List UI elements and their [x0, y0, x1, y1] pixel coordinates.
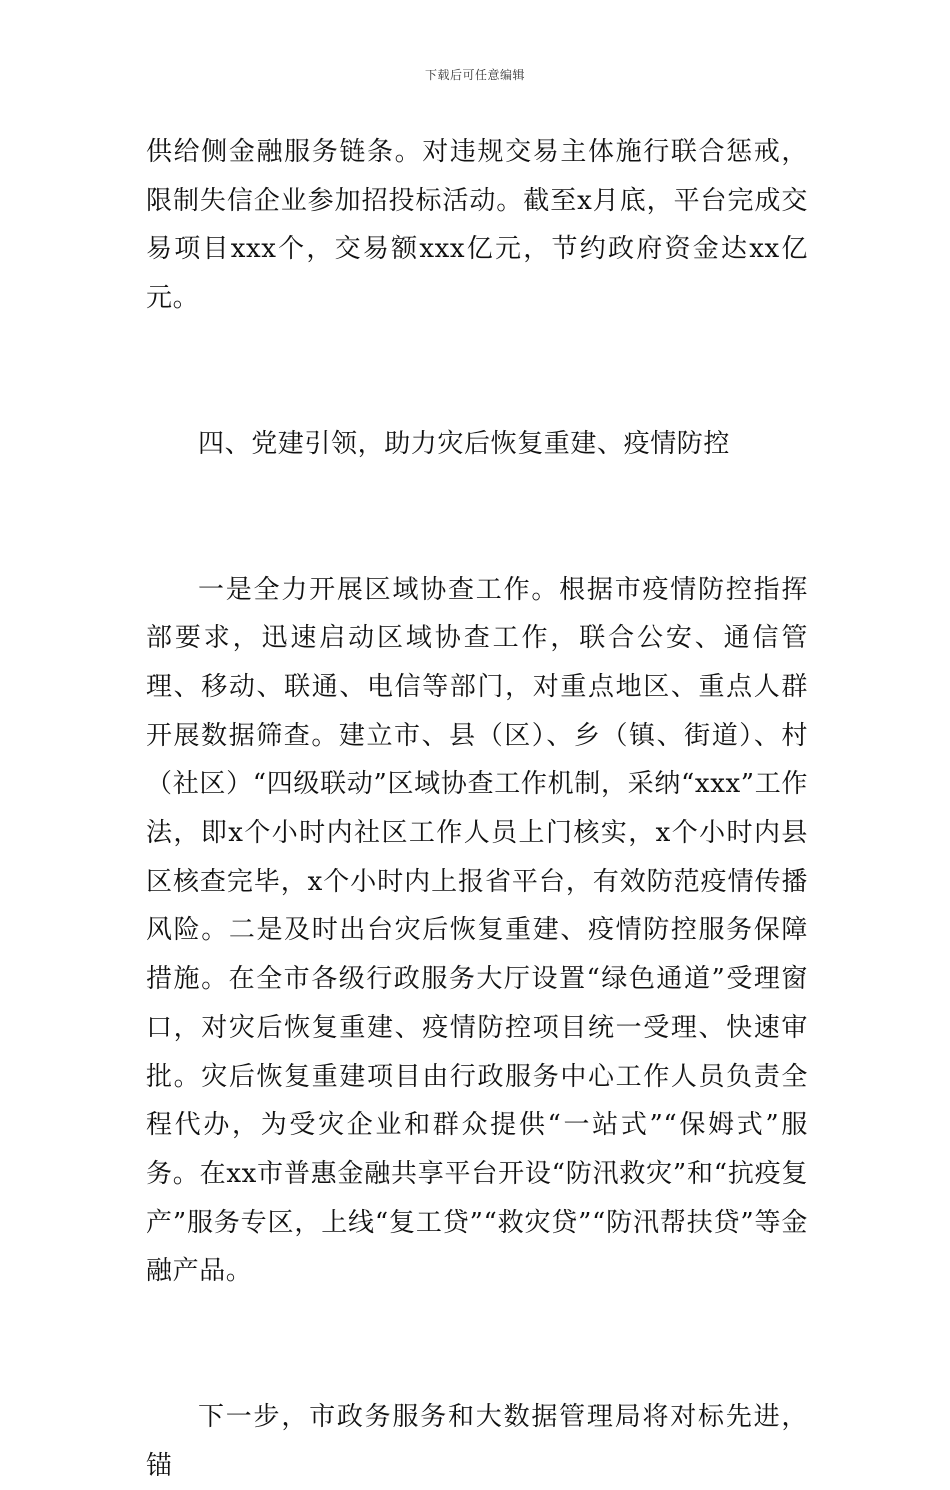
paragraph-continued: 供给侧金融服务链条。对违规交易主体施行联合惩戒，限制失信企业参加招投标活动。截至x月底，平台完成交易项目xxx个，交易额xxx亿元，节约政府资金达xx亿元。 — [146, 137, 808, 314]
paragraph-spacer — [146, 1296, 808, 1393]
page-header-note: 下载后可任意编辑 — [424, 68, 525, 82]
document-body — [146, 128, 808, 1490]
paragraph-spacer — [146, 323, 808, 420]
section-heading-4: 四、党建引领，助力灾后恢复重建、疫情防控 — [198, 428, 731, 459]
paragraph-spacer — [146, 469, 808, 566]
paragraph-regional-investigation: 一是全力开展区域协查工作。根据市疫情防控指挥部要求，迅速启动区域协查工作，联合公安、通信管理、移动、联通、电信等部门，对重点地区、重点人群开展数据筛查。建立市、县（区）、乡（镇、街道）、村（社区）“四级联动”区域协查工作机制，采纳“xxx”工作法，即x个小时内社区工作人员上门核实，x个小时内县区核查完毕，x个小时内上报省平台，有效防范疫情传播风险。二是及时出台灾后恢复重建、疫情防控服务保障措施。在全市各级行政服务大厅设置“绿色通道”受理窗口，对灾后恢复重建、疫情防控项目统一受理、快速审批。灾后恢复重建项目由行政服务中心工作人员负责全程代办，为受灾企业和群众提供“一站式”“保姆式”服务。在xx市普惠金融共享平台开设“防汛救灾”和“抗疫复产”服务专区，上线“复工贷”“救灾贷”“防汛帮扶贷”等金融产品。 — [146, 574, 808, 1287]
paragraph-next-step: 下一步，市政务服务和大数据管理局将对标先进，锚 — [146, 1402, 808, 1481]
